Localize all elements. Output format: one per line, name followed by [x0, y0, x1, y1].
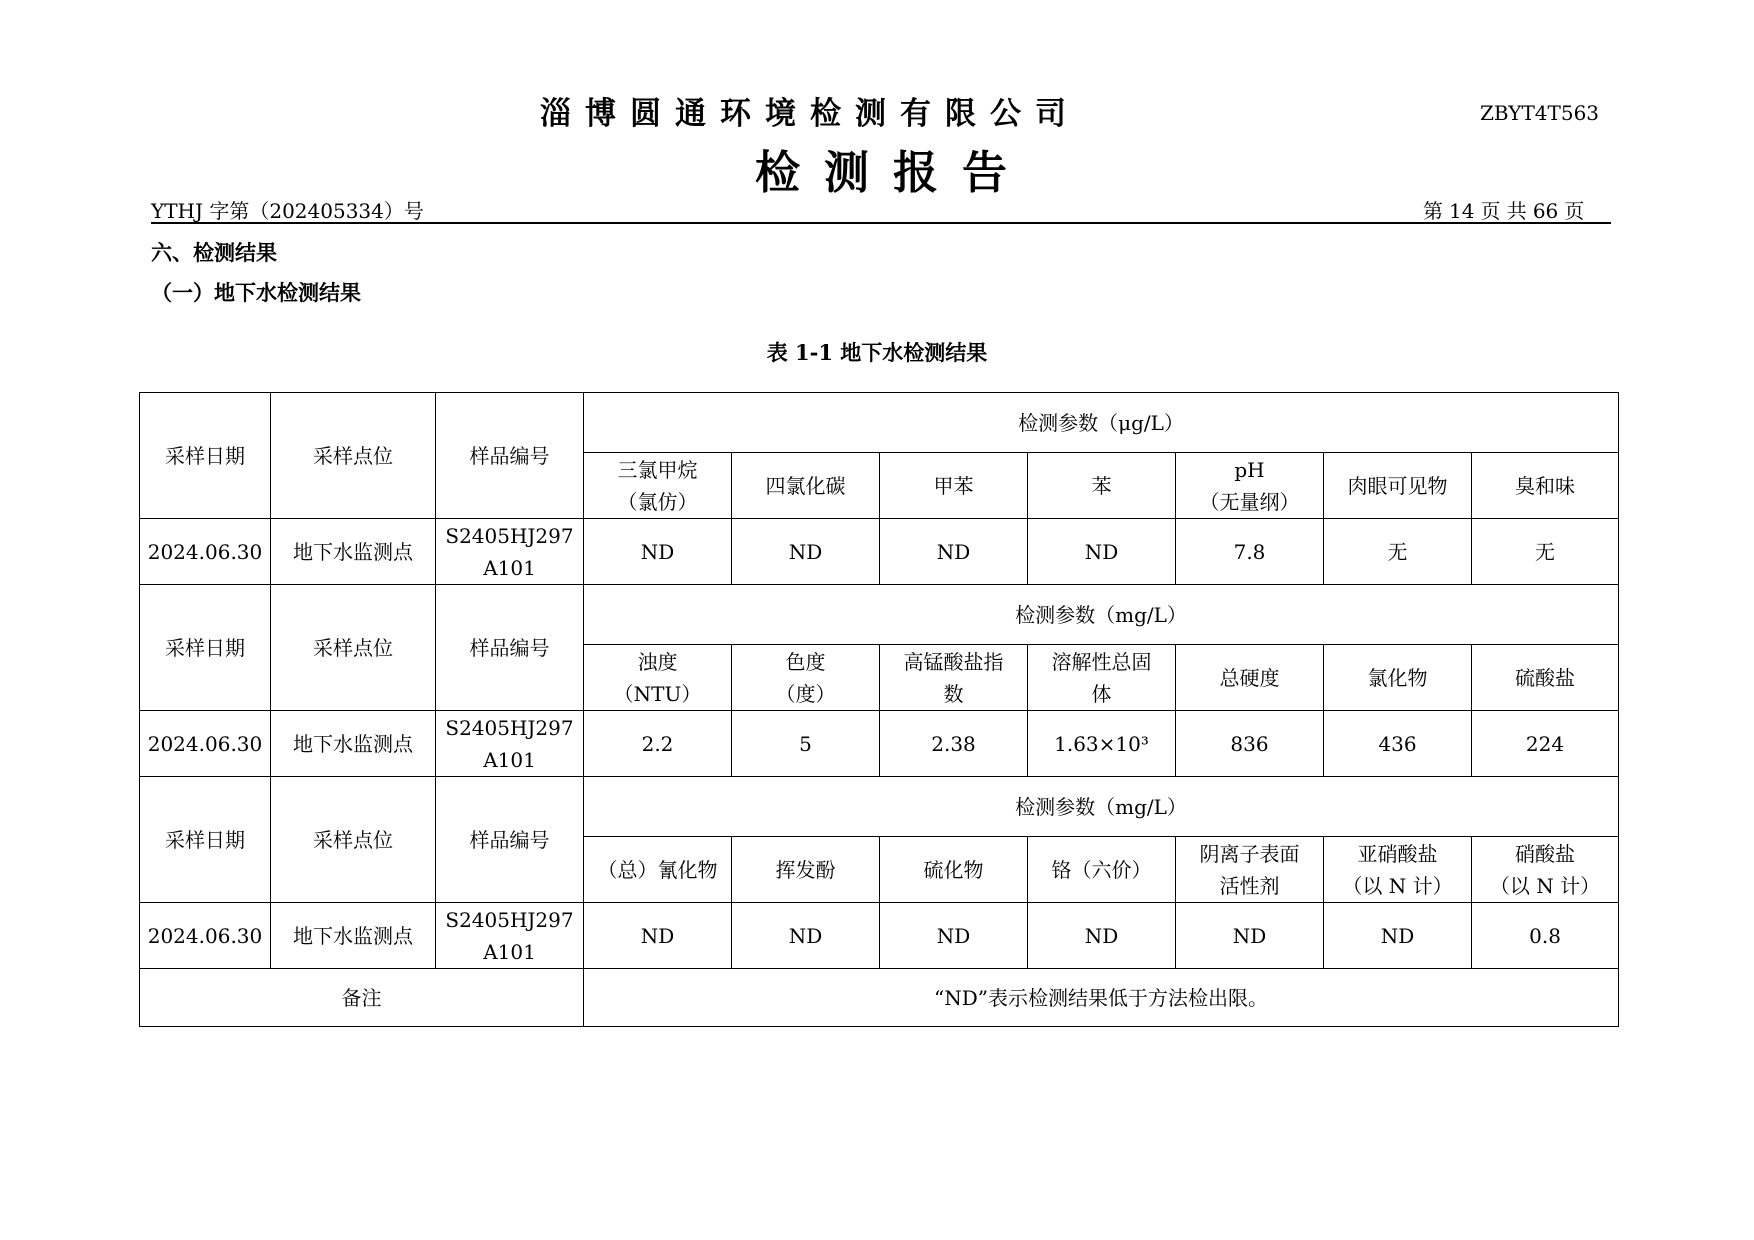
cell-line: （NTU）: [613, 681, 702, 706]
subsection-heading: （一）地下水检测结果: [151, 280, 361, 305]
cell-line: S2405HJ297: [445, 523, 574, 548]
note-row: [140, 969, 1619, 1027]
result-value: ND: [880, 903, 1028, 969]
parameter-name: [584, 453, 732, 519]
cell-line: （氯仿）: [617, 489, 698, 514]
cell-line: 硫化物: [923, 857, 984, 882]
cell-line: S2405HJ297: [445, 715, 574, 740]
parameter-name: [880, 453, 1028, 519]
column-header-site: 采样点位: [271, 585, 436, 711]
cell-line: A101: [483, 555, 536, 580]
result-value: ND: [1324, 903, 1472, 969]
sample-id: [436, 711, 584, 777]
cell-line: pH: [1234, 457, 1265, 482]
parameter-name: [1028, 837, 1176, 903]
header-row: [140, 585, 1619, 645]
sample-id: [436, 903, 584, 969]
column-header-date: 采样日期: [140, 777, 271, 903]
parameter-name: [584, 645, 732, 711]
parameter-name: [1176, 837, 1324, 903]
result-value: 无: [1472, 519, 1619, 585]
parameter-group-header: 检测参数（mg/L）: [584, 585, 1619, 645]
result-value: 1.63×10³: [1028, 711, 1176, 777]
sample-date: 2024.06.30: [140, 519, 271, 585]
column-header-site: 采样点位: [271, 393, 436, 519]
header-rule: [151, 222, 1611, 224]
report-title: 检测报告: [755, 146, 1032, 199]
report-number: YTHJ 字第（202405334）号: [151, 199, 424, 223]
cell-line: （无量纲）: [1199, 489, 1300, 514]
cell-line: 高锰酸盐指: [903, 649, 1004, 674]
page-mid: 页 共: [1480, 199, 1527, 223]
cell-line: （以 N 计）: [1489, 873, 1601, 898]
sample-date: 2024.06.30: [140, 903, 271, 969]
cell-line: 总硬度: [1219, 665, 1280, 690]
parameter-name: [584, 837, 732, 903]
parameter-name: [1472, 837, 1619, 903]
parameter-group-header: 检测参数（mg/L）: [584, 777, 1619, 837]
parameter-group-header: 检测参数（μg/L）: [584, 393, 1619, 453]
result-value: ND: [880, 519, 1028, 585]
sample-id: [436, 519, 584, 585]
sample-date: 2024.06.30: [140, 711, 271, 777]
table-row: [140, 519, 1619, 585]
cell-line: S2405HJ297: [445, 907, 574, 932]
result-value: ND: [584, 903, 732, 969]
column-header-site: 采样点位: [271, 777, 436, 903]
parameter-name: [1324, 837, 1472, 903]
column-header-date: 采样日期: [140, 585, 271, 711]
cell-line: 甲苯: [933, 473, 974, 498]
cell-line: 溶解性总固: [1051, 649, 1152, 674]
result-value: 5: [732, 711, 880, 777]
column-header-sample: 样品编号: [436, 585, 584, 711]
cell-line: （度）: [775, 681, 836, 706]
cell-line: 铬（六价）: [1051, 857, 1152, 882]
parameter-name: [1472, 645, 1619, 711]
page-suffix: 页: [1564, 199, 1585, 223]
cell-line: A101: [483, 939, 536, 964]
cell-line: 亚硝酸盐: [1357, 841, 1438, 866]
parameter-name: [1028, 645, 1176, 711]
parameter-name: [1472, 453, 1619, 519]
sample-site: 地下水监测点: [271, 711, 436, 777]
page-indicator: [1420, 195, 1587, 224]
cell-line: 氯化物: [1367, 665, 1428, 690]
parameter-name: [732, 645, 880, 711]
page-total: 66: [1532, 199, 1559, 223]
result-value: 224: [1472, 711, 1619, 777]
header-row: [140, 393, 1619, 453]
parameter-name: [1176, 645, 1324, 711]
cell-line: 活性剂: [1219, 873, 1280, 898]
page-current: 14: [1449, 199, 1475, 223]
page-prefix: 第: [1423, 199, 1443, 223]
cell-line: 臭和味: [1515, 473, 1576, 498]
cell-line: 三氯甲烷: [617, 457, 698, 482]
parameter-name: [732, 837, 880, 903]
results-table-body: [140, 393, 1619, 1027]
parameter-name: [880, 645, 1028, 711]
result-value: ND: [1028, 903, 1176, 969]
result-value: 836: [1176, 711, 1324, 777]
cell-line: 硝酸盐: [1515, 841, 1576, 866]
cell-line: 硫酸盐: [1515, 665, 1576, 690]
result-value: ND: [1176, 903, 1324, 969]
parameter-name: [732, 453, 880, 519]
result-value: 2.2: [584, 711, 732, 777]
cell-line: 四氯化碳: [765, 473, 846, 498]
parameter-name: [1324, 453, 1472, 519]
cell-line: 苯: [1091, 473, 1112, 498]
results-table: [139, 392, 1619, 1027]
cell-line: 色度: [785, 649, 826, 674]
table-row: [140, 711, 1619, 777]
section-heading: 六、检测结果: [151, 240, 277, 265]
result-value: ND: [732, 519, 880, 585]
sample-site: 地下水监测点: [271, 519, 436, 585]
result-value: ND: [732, 903, 880, 969]
column-header-sample: 样品编号: [436, 393, 584, 519]
cell-line: 挥发酚: [775, 857, 836, 882]
parameter-name: [880, 837, 1028, 903]
parameter-name: [1028, 453, 1176, 519]
result-value: 7.8: [1176, 519, 1324, 585]
result-value: 0.8: [1472, 903, 1619, 969]
header-row: [140, 777, 1619, 837]
cell-line: A101: [483, 747, 536, 772]
sample-site: 地下水监测点: [271, 903, 436, 969]
column-header-date: 采样日期: [140, 393, 271, 519]
table-row: [140, 903, 1619, 969]
cell-line: 体: [1091, 681, 1112, 706]
cell-line: （以 N 计）: [1342, 873, 1453, 898]
cell-line: 肉眼可见物: [1347, 473, 1448, 498]
note-text: “ND”表示检测结果低于方法检出限。: [584, 969, 1619, 1027]
result-value: 2.38: [880, 711, 1028, 777]
parameter-name: [1176, 453, 1324, 519]
result-value: ND: [1028, 519, 1176, 585]
cell-line: 数: [943, 681, 964, 706]
result-value: 436: [1324, 711, 1472, 777]
note-label: 备注: [140, 969, 584, 1027]
result-value: 无: [1324, 519, 1472, 585]
parameter-name: [1324, 645, 1472, 711]
cell-line: （总）氰化物: [597, 857, 718, 882]
cell-line: 浊度: [637, 649, 678, 674]
document-code: ZBYT4T563: [1480, 101, 1600, 125]
cell-line: 阴离子表面: [1199, 841, 1300, 866]
column-header-sample: 样品编号: [436, 777, 584, 903]
result-value: ND: [584, 519, 732, 585]
company-name: 淄博圆通环境检测有限公司: [540, 96, 1080, 132]
table-caption: 表 1-1 地下水检测结果: [766, 340, 988, 365]
